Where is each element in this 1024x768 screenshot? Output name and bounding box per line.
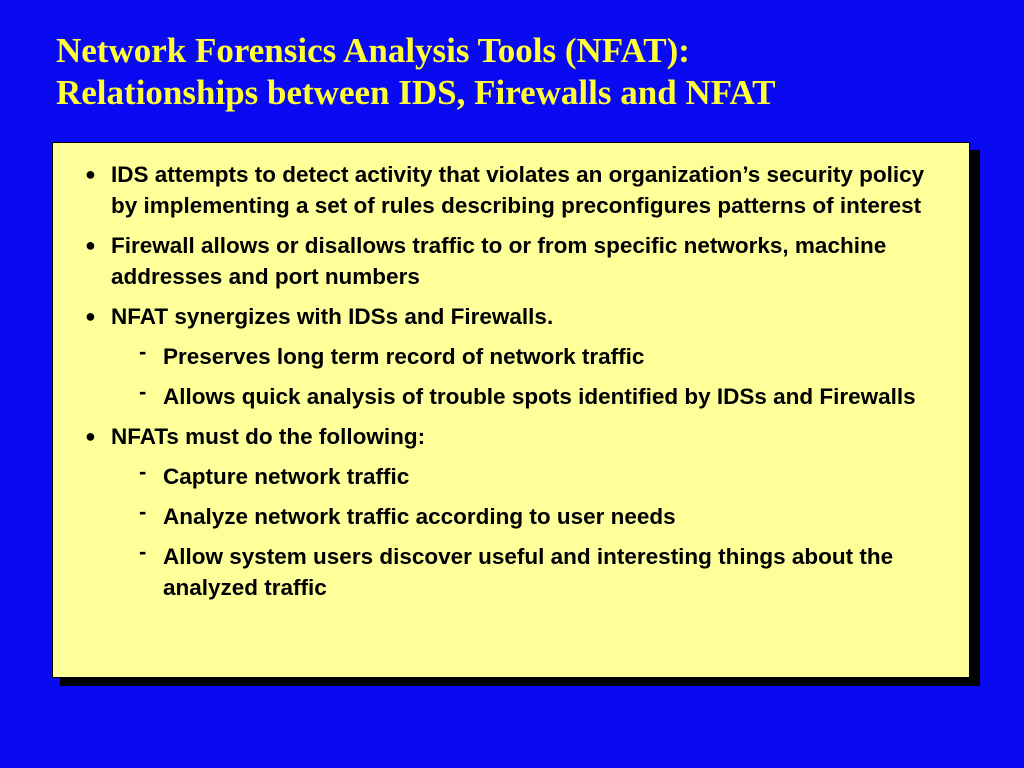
- slide-title-line-2: Relationships between IDS, Firewalls and NFAT: [56, 73, 776, 112]
- sub-item-text: Allows quick analysis of trouble spots identified by IDSs and Firewalls: [163, 384, 916, 409]
- sub-item-discover-things: [85, 541, 951, 603]
- dash-icon: -: [139, 499, 147, 524]
- bullet-text: NFAT synergizes with IDSs and Firewalls.: [111, 304, 554, 329]
- bullet-text: NFATs must do the following:: [111, 424, 426, 449]
- bullet-dot-icon: ●: [85, 306, 96, 326]
- bullet-text: IDS attempts to detect activity that violates an organization’s security policy by implementing a set of rules describing preconfigures patterns of interest: [111, 162, 925, 218]
- sub-item-capture-traffic: [85, 461, 951, 492]
- sub-item-quick-analysis: [85, 381, 951, 412]
- bullet-text: Firewall allows or disallows traffic to or from specific networks, machine addresses and port numbers: [111, 233, 887, 289]
- sub-item-text: Capture network traffic: [163, 464, 410, 489]
- bullet-item-nfat-synergy: [85, 301, 951, 332]
- content-box: [52, 142, 970, 678]
- sub-item-text: Allow system users discover useful and interesting things about the analyzed traffic: [163, 544, 894, 600]
- bullet-dot-icon: ●: [85, 164, 96, 184]
- bullet-item-firewall: [85, 230, 951, 292]
- bullet-dot-icon: ●: [85, 235, 96, 255]
- sub-item-text: Analyze network traffic according to user needs: [163, 504, 676, 529]
- dash-icon: -: [139, 459, 147, 484]
- bullet-item-nfat-requirements: [85, 421, 951, 452]
- bullet-item-ids: [85, 159, 951, 221]
- dash-icon: -: [139, 339, 147, 364]
- slide-title-line-1: Network Forensics Analysis Tools (NFAT):: [56, 31, 690, 70]
- slide-title: [56, 30, 996, 114]
- sub-item-preserves-record: [85, 341, 951, 372]
- sub-item-text: Preserves long term record of network traffic: [163, 344, 645, 369]
- dash-icon: -: [139, 379, 147, 404]
- dash-icon: -: [139, 539, 147, 564]
- sub-item-analyze-traffic: [85, 501, 951, 532]
- bullet-dot-icon: ●: [85, 426, 96, 446]
